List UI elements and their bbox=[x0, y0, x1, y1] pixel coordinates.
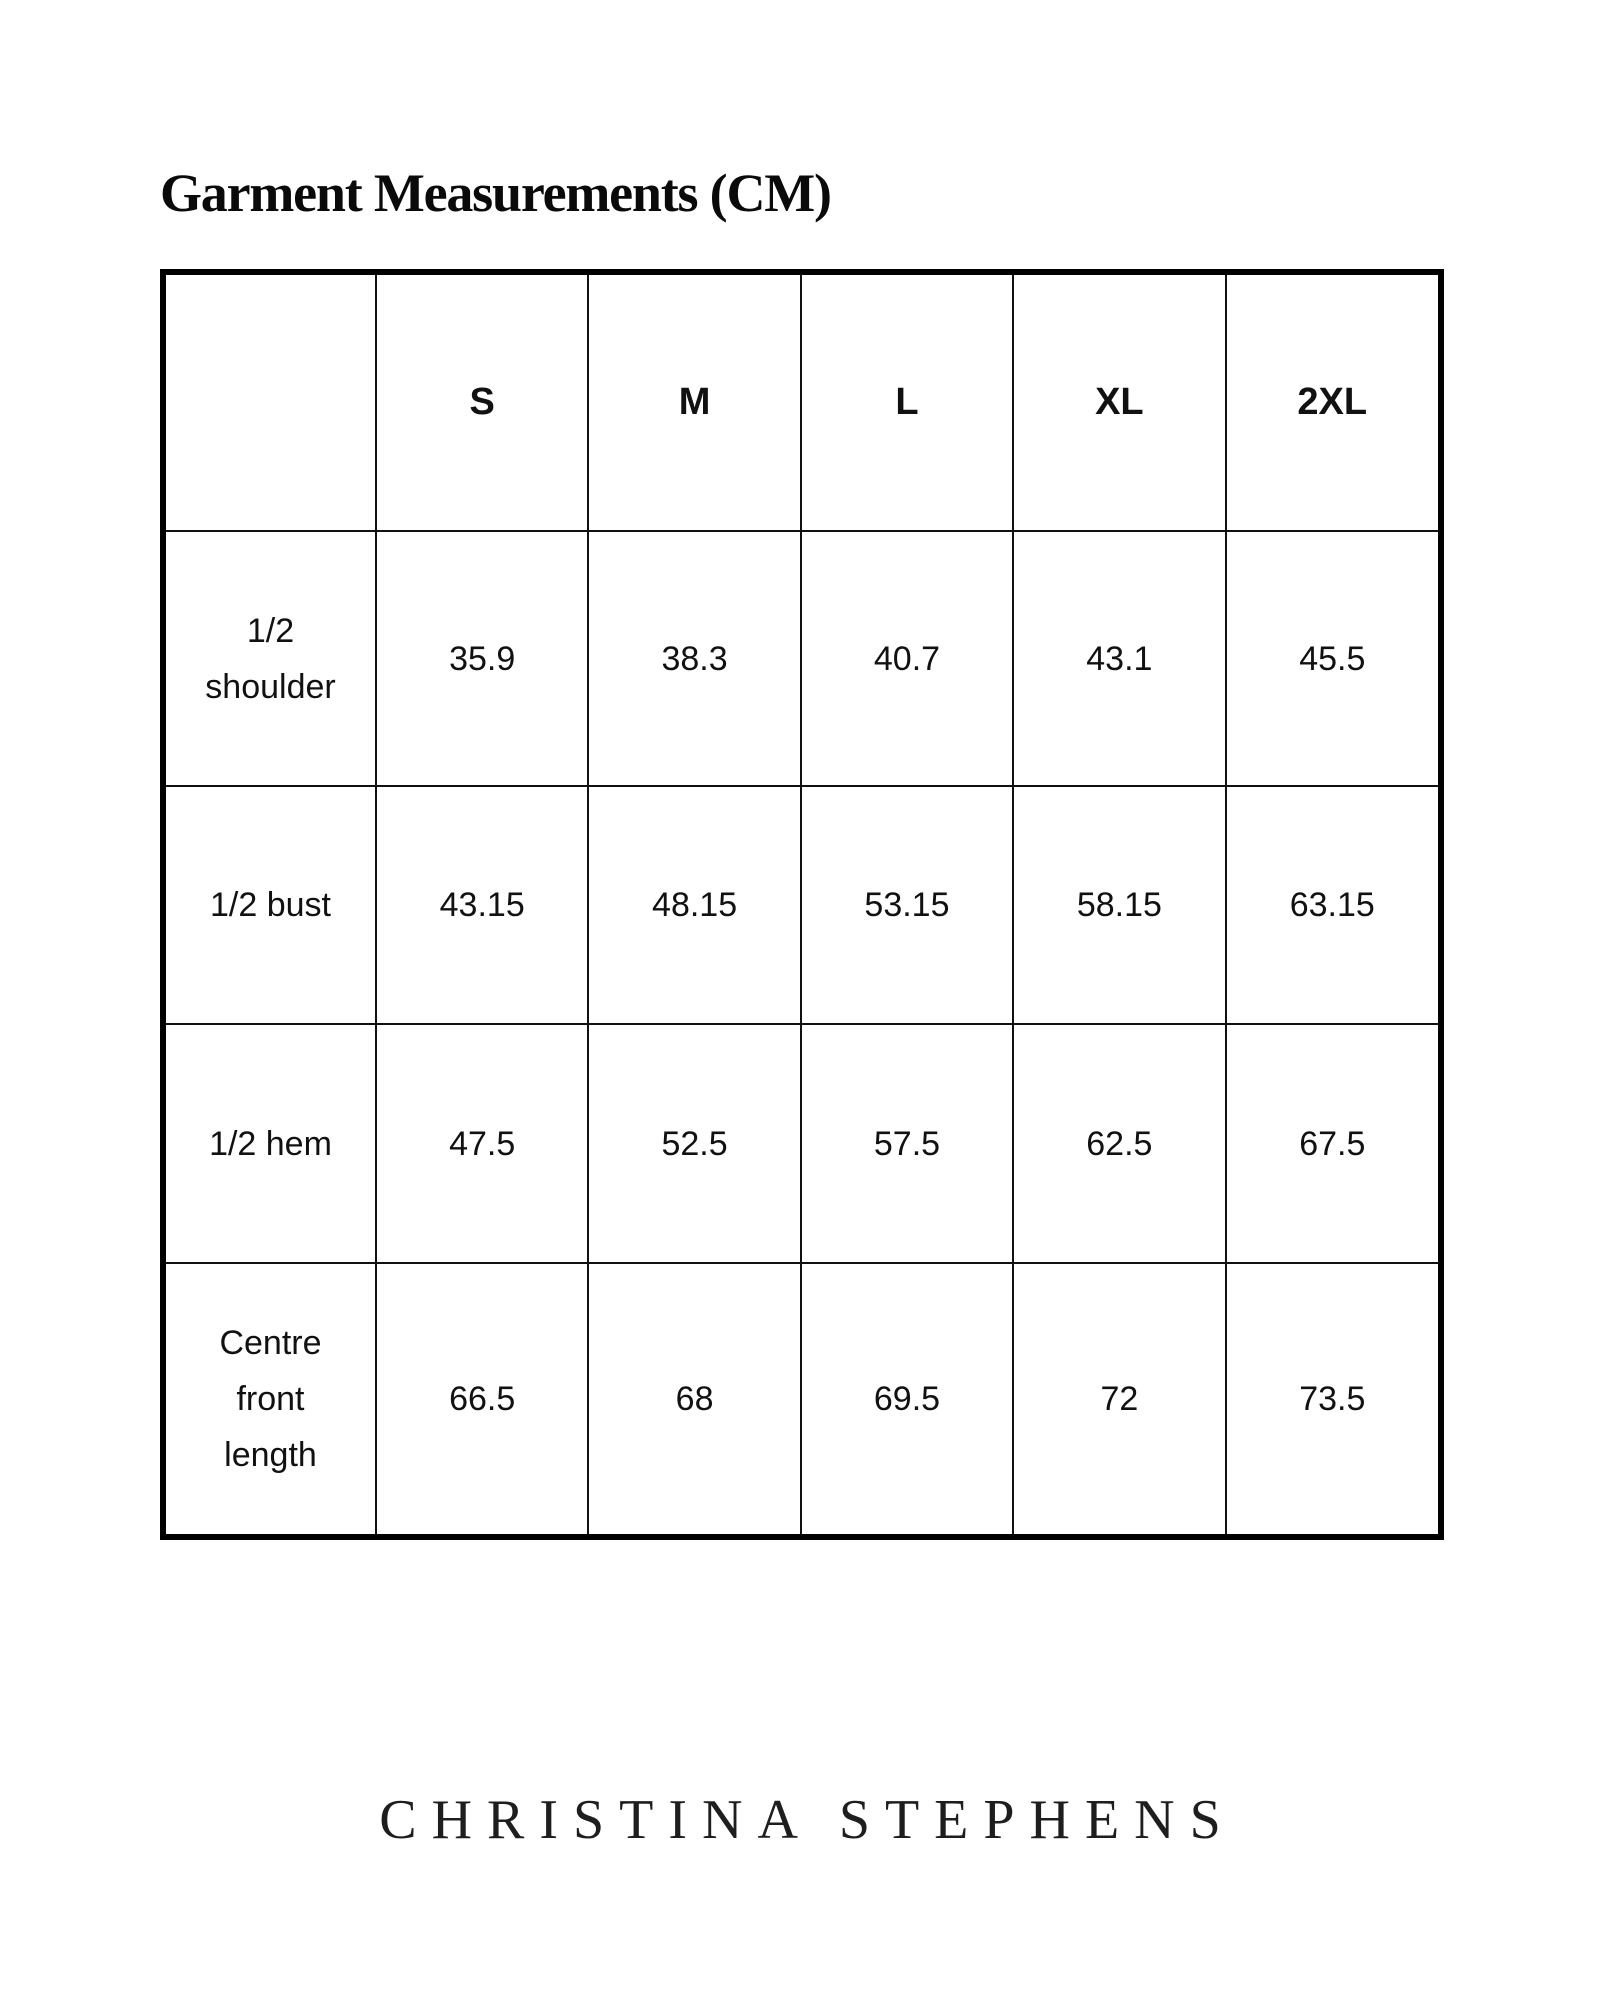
column-header-s: S bbox=[376, 275, 588, 531]
row-label-half-hem bbox=[166, 1024, 376, 1263]
row-label-half-bust bbox=[166, 786, 376, 1024]
cell-value: 45.5 bbox=[1226, 531, 1438, 786]
row-label-line: 1/2 bust bbox=[210, 886, 331, 924]
row-label-line: length bbox=[224, 1436, 317, 1474]
row-label-line: 1/2 hem bbox=[209, 1124, 332, 1163]
cell-value: 58.15 bbox=[1013, 786, 1225, 1024]
cell-value: 40.7 bbox=[801, 531, 1013, 786]
table-row bbox=[166, 531, 1438, 786]
row-label-half-shoulder bbox=[166, 531, 376, 786]
cell-value: 35.9 bbox=[376, 531, 588, 786]
table-row bbox=[166, 1263, 1438, 1534]
row-label-line: 1/2 bbox=[246, 611, 295, 650]
cell-value: 62.5 bbox=[1013, 1024, 1225, 1263]
cell-value: 48.15 bbox=[588, 786, 800, 1024]
brand-logo-wordmark bbox=[0, 1788, 1600, 1852]
cell-value: 67.5 bbox=[1226, 1024, 1438, 1263]
row-label-line: front bbox=[236, 1380, 305, 1418]
table-row bbox=[166, 1024, 1438, 1263]
column-header-l: L bbox=[801, 275, 1013, 531]
cell-value: 53.15 bbox=[801, 786, 1013, 1024]
cell-value: 43.15 bbox=[376, 786, 588, 1024]
page-title: Garment Measurements (CM) bbox=[160, 163, 831, 223]
size-chart-table bbox=[166, 275, 1438, 1534]
cell-value: 68 bbox=[588, 1263, 800, 1534]
cell-value: 57.5 bbox=[801, 1024, 1013, 1263]
row-label-line: Centre bbox=[219, 1324, 322, 1362]
cell-value: 66.5 bbox=[376, 1263, 588, 1534]
brand-name: CHRISTINA STEPHENS bbox=[379, 1789, 1236, 1851]
cell-value: 69.5 bbox=[801, 1263, 1013, 1534]
cell-value: 52.5 bbox=[588, 1024, 800, 1263]
corner-cell bbox=[166, 275, 376, 531]
column-header-m: M bbox=[588, 275, 800, 531]
row-label-centre-front-length bbox=[166, 1263, 376, 1534]
row-label-line: shoulder bbox=[205, 667, 336, 706]
table-row bbox=[166, 786, 1438, 1024]
cell-value: 43.1 bbox=[1013, 531, 1225, 786]
size-chart-table-frame bbox=[160, 269, 1444, 1540]
cell-value: 63.15 bbox=[1226, 786, 1438, 1024]
table-header-row bbox=[166, 275, 1438, 531]
column-header-xl: XL bbox=[1013, 275, 1225, 531]
cell-value: 73.5 bbox=[1226, 1263, 1438, 1534]
cell-value: 72 bbox=[1013, 1263, 1225, 1534]
cell-value: 47.5 bbox=[376, 1024, 588, 1263]
cell-value: 38.3 bbox=[588, 531, 800, 786]
column-header-2xl: 2XL bbox=[1226, 275, 1438, 531]
